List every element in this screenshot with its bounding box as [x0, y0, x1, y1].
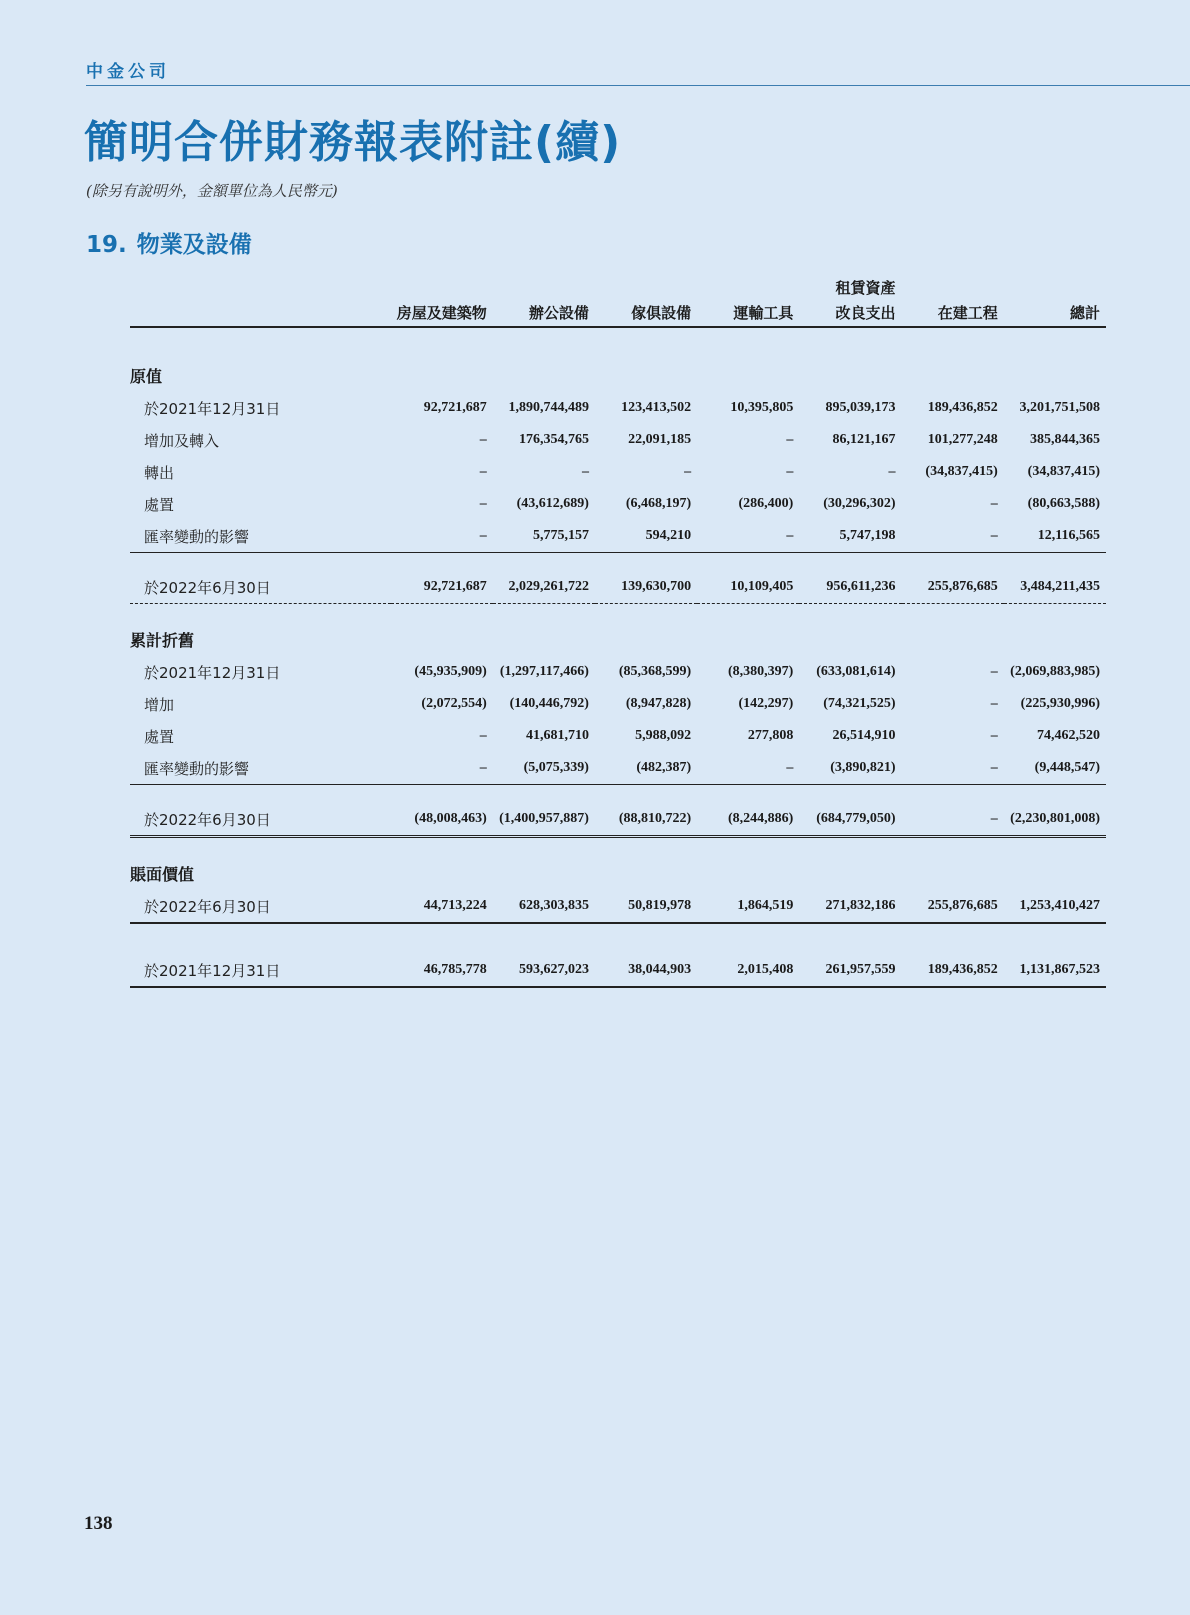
- table-cell: (45,935,909): [414, 664, 487, 679]
- header-rule: [86, 85, 1190, 86]
- table-cell: (225,930,996): [1020, 696, 1100, 711]
- column-header: 改良支出: [835, 305, 896, 322]
- table-row: [130, 688, 1106, 720]
- row-label: 於2021年12月31日: [144, 663, 281, 682]
- table-cell: 956,611,236: [799, 571, 901, 604]
- table-cell: 12,116,565: [1004, 520, 1106, 553]
- table-cell: 189,436,852: [927, 400, 998, 415]
- table-cell: 101,277,248: [927, 432, 998, 447]
- depreciation-total: [130, 803, 1106, 837]
- table-cell: 41,681,710: [525, 728, 589, 743]
- table-cell: 271,832,186: [799, 890, 901, 923]
- section-title: 物業及設備: [136, 232, 252, 258]
- table-row: [130, 520, 1106, 553]
- table-cell: (633,081,614): [816, 664, 896, 679]
- column-header: 傢俱設備: [631, 305, 692, 322]
- table-cell: –: [581, 464, 589, 479]
- table-cell: 2,015,408: [697, 954, 799, 987]
- column-header: [902, 270, 1004, 298]
- table-cell: 385,844,365: [1030, 432, 1100, 447]
- table-cell: (48,008,463): [391, 803, 493, 837]
- column-header: [697, 270, 799, 298]
- table-row: [130, 392, 1106, 424]
- table-cell: –: [786, 432, 794, 447]
- depreciation-heading: 累計折舊: [130, 632, 195, 650]
- table-cell: 1,864,519: [697, 890, 799, 923]
- table-cell: (2,072,554): [421, 696, 487, 711]
- table-cell: 277,808: [747, 728, 794, 743]
- depreciation-rows: [130, 656, 1106, 785]
- row-label: 處置: [144, 495, 175, 514]
- table-cell: 22,091,185: [628, 432, 692, 447]
- table-cell: 189,436,852: [902, 954, 1004, 987]
- table-cell: 46,785,778: [391, 954, 493, 987]
- row-label: 匯率變動的影響: [130, 520, 391, 553]
- table-cell: 123,413,502: [621, 400, 692, 415]
- table-row: [130, 890, 1106, 923]
- table-cell: 176,354,765: [518, 432, 589, 447]
- section-heading: [86, 226, 252, 259]
- table-cell: (85,368,599): [618, 664, 692, 679]
- table-cell: 594,210: [595, 520, 697, 553]
- table-cell: 86,121,167: [832, 432, 896, 447]
- table-row: [130, 954, 1106, 987]
- table-cell: 895,039,173: [825, 400, 896, 415]
- table-cell: 10,109,405: [697, 571, 799, 604]
- section-row: [130, 622, 1106, 656]
- column-header: 運輸工具: [733, 305, 794, 322]
- column-header-row-top: [130, 270, 1106, 298]
- table-cell: (5,075,339): [493, 752, 595, 785]
- table-cell: 255,876,685: [902, 571, 1004, 604]
- table-cell: 3,201,751,508: [1019, 400, 1100, 415]
- column-header: 在建工程: [937, 305, 998, 322]
- table-cell: 1,131,867,523: [1004, 954, 1106, 987]
- table-cell: 2,029,261,722: [493, 571, 595, 604]
- table-row: [130, 656, 1106, 688]
- row-label: 增加: [144, 695, 175, 714]
- table-cell: 5,747,198: [799, 520, 901, 553]
- table-cell: (74,321,525): [823, 696, 896, 711]
- column-header-row: [130, 298, 1106, 326]
- table-cell: 261,957,559: [799, 954, 901, 987]
- section-row: [130, 358, 1106, 392]
- table-cell: –: [479, 728, 487, 743]
- table-cell: –: [902, 520, 1004, 553]
- carrying-prior: [130, 954, 1106, 987]
- table-cell: 593,627,023: [493, 954, 595, 987]
- table-cell: (6,468,197): [625, 496, 692, 511]
- section-row: [130, 856, 1106, 890]
- table-cell: (9,448,547): [1004, 752, 1106, 785]
- table-cell: 26,514,910: [832, 728, 896, 743]
- table-cell: 38,044,903: [595, 954, 697, 987]
- table-cell: 5,775,157: [493, 520, 595, 553]
- table-cell: (482,387): [595, 752, 697, 785]
- table-cell: –: [888, 464, 896, 479]
- table-cell: –: [391, 520, 493, 553]
- table-row: [130, 752, 1106, 785]
- column-header: 辦公設備: [528, 305, 589, 322]
- column-header: 租賃資產: [835, 281, 896, 297]
- table-cell: (34,837,415): [1027, 464, 1100, 479]
- table-cell: (2,230,801,008): [1004, 803, 1106, 837]
- carrying-current: [130, 890, 1106, 923]
- table-row: [130, 424, 1106, 456]
- table-cell: (1,297,117,466): [499, 664, 589, 679]
- table-cell: –: [697, 520, 799, 553]
- table-cell: (3,890,821): [799, 752, 901, 785]
- section-number: 19.: [86, 232, 127, 258]
- table-cell: –: [990, 728, 998, 743]
- row-label: 匯率變動的影響: [130, 752, 391, 785]
- table-cell: 10,395,805: [730, 400, 794, 415]
- table-cell: –: [990, 496, 998, 511]
- table-cell: (1,400,957,887): [493, 803, 595, 837]
- table-cell: 44,713,224: [391, 890, 493, 923]
- table-cell: (34,837,415): [925, 464, 998, 479]
- cost-total: [130, 571, 1106, 604]
- page-title: 簡明合併財務報表附註(續): [84, 117, 622, 168]
- table-cell: –: [902, 752, 1004, 785]
- table-cell: 139,630,700: [595, 571, 697, 604]
- table-row: [130, 488, 1106, 520]
- table-cell: 74,462,520: [1037, 728, 1100, 743]
- table-row: [130, 803, 1106, 837]
- table-cell: 3,484,211,435: [1004, 571, 1106, 604]
- table-cell: –: [697, 752, 799, 785]
- row-label: 增加及轉入: [144, 431, 220, 450]
- table-cell: (286,400): [738, 496, 794, 511]
- table-cell: 92,721,687: [423, 400, 487, 415]
- table-cell: –: [786, 464, 794, 479]
- table-cell: (80,663,588): [1027, 496, 1100, 511]
- row-label: 轉出: [144, 463, 175, 482]
- table-cell: 50,819,978: [595, 890, 697, 923]
- carrying-heading: 賬面價值: [130, 866, 195, 884]
- table-cell: 92,721,687: [391, 571, 493, 604]
- column-header: 房屋及建築物: [396, 305, 487, 322]
- table-cell: (2,069,883,985): [1010, 664, 1100, 679]
- row-label: 於2021年12月31日: [130, 954, 391, 987]
- table-cell: 5,988,092: [635, 728, 692, 743]
- table-cell: (8,947,828): [625, 696, 692, 711]
- column-header: [391, 270, 493, 298]
- table-cell: –: [479, 432, 487, 447]
- table-cell: –: [391, 752, 493, 785]
- table-cell: –: [479, 496, 487, 511]
- cost-heading: 原值: [130, 368, 163, 386]
- table-cell: 1,890,744,489: [508, 400, 589, 415]
- table-row: [130, 571, 1106, 604]
- table-cell: –: [902, 803, 1004, 837]
- table-row: [130, 720, 1106, 752]
- table-cell: (30,296,302): [823, 496, 896, 511]
- page-number: 138: [84, 1513, 113, 1534]
- table-cell: –: [990, 664, 998, 679]
- cost-rows: [130, 392, 1106, 553]
- table-cell: 628,303,835: [493, 890, 595, 923]
- table-cell: (8,244,886): [697, 803, 799, 837]
- table-cell: (684,779,050): [799, 803, 901, 837]
- table-cell: (88,810,722): [595, 803, 697, 837]
- table-cell: 255,876,685: [902, 890, 1004, 923]
- table-cell: (140,446,792): [509, 696, 589, 711]
- row-label: 於2022年6月30日: [130, 571, 391, 604]
- table-row: [130, 456, 1106, 488]
- table-cell: –: [479, 464, 487, 479]
- column-header: 總計: [1069, 305, 1100, 322]
- property-equipment-table: [130, 270, 1106, 988]
- row-label: 於2022年6月30日: [130, 803, 391, 837]
- table-cell: (142,297): [738, 696, 794, 711]
- company-name: 中金公司: [86, 62, 170, 82]
- column-header: [493, 270, 595, 298]
- column-header: [595, 270, 697, 298]
- table-cell: (43,612,689): [516, 496, 589, 511]
- column-header: [1004, 270, 1106, 298]
- row-label: 於2022年6月30日: [130, 890, 391, 923]
- table-cell: –: [990, 696, 998, 711]
- page-subtitle: (除另有說明外，金額單位為人民幣元): [86, 182, 338, 200]
- table-cell: –: [684, 464, 692, 479]
- table-cell: (8,380,397): [728, 664, 794, 679]
- row-label: 於2021年12月31日: [144, 399, 281, 418]
- table-cell: 1,253,410,427: [1004, 890, 1106, 923]
- row-label: 處置: [144, 727, 175, 746]
